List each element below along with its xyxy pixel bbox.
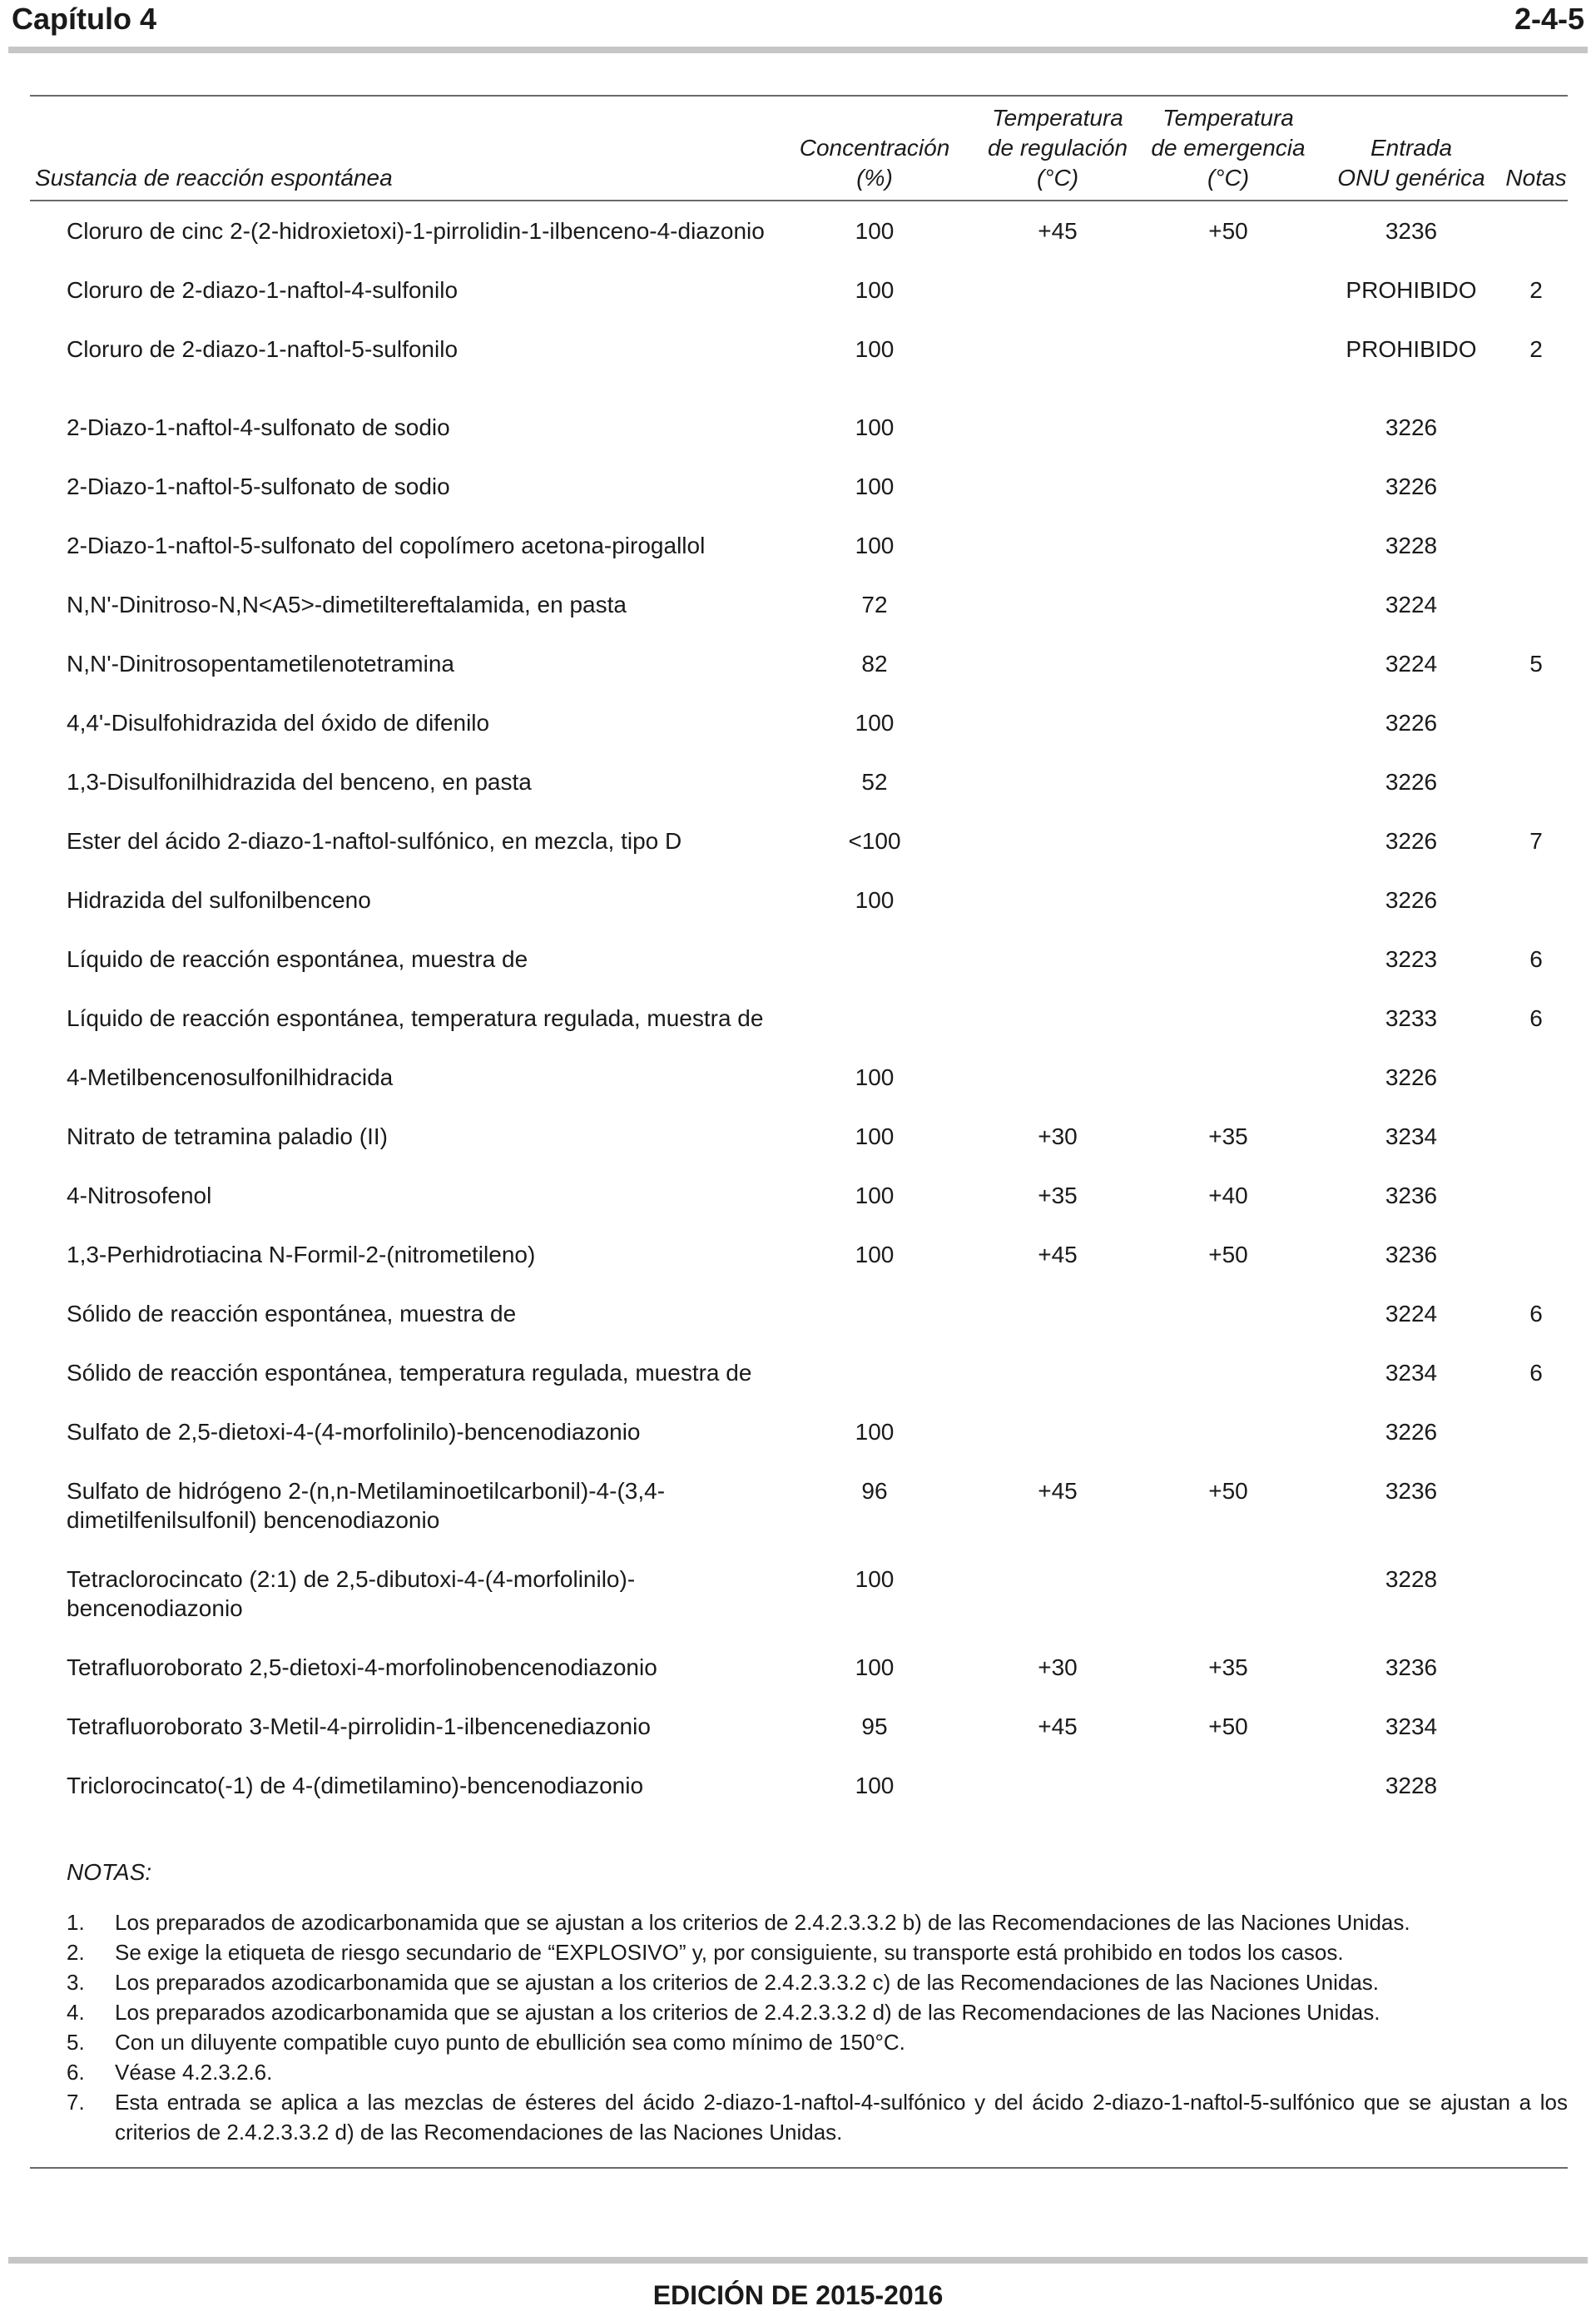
table-row: [30, 1240, 1568, 1269]
note-number: 7.: [67, 2090, 85, 2115]
cell-notes: 6: [1529, 1301, 1543, 1327]
table-row: [30, 826, 1568, 855]
cell-concentration: 100: [855, 414, 895, 440]
note-number: 5.: [67, 2030, 85, 2055]
cell-substance: 4-Metilbencenosulfonilhidracida: [67, 1064, 394, 1090]
edition-footer: EDICIÓN DE 2015-2016: [652, 2280, 944, 2310]
table-row: [30, 1771, 1568, 1800]
cell-reg-temp: +45: [1038, 1242, 1078, 1267]
cell-substance: 1,3-Perhidrotiacina N-Formil-2-(nitrometileno): [67, 1242, 536, 1267]
note-number: 4.: [67, 2000, 85, 2025]
col-reg-temp-line-1: Temperatura: [992, 105, 1123, 131]
cell-substance: 2-Diazo-1-naftol-4-sulfonato de sodio: [67, 414, 450, 440]
page-header: [0, 0, 1596, 50]
table-row: [30, 1122, 1568, 1151]
cell-emg-temp: +50: [1208, 1478, 1248, 1504]
cell-substance: Sulfato de 2,5-dietoxi-4-(4-morfolinilo)-bencenodiazonio: [67, 1419, 641, 1445]
substances-table: [30, 93, 1568, 1800]
table-row: [30, 590, 1568, 619]
table-row: [30, 1712, 1568, 1741]
col-un-entry-line-2: ONU genérica: [1337, 165, 1485, 191]
col-un-entry-line-1: Entrada: [1370, 135, 1453, 161]
cell-substance: Líquido de reacción espontánea, muestra de: [67, 946, 528, 972]
table-row: [30, 1476, 1568, 1535]
cell-concentration: 100: [855, 1064, 895, 1090]
col-concentration-line-1: Concentración: [799, 135, 950, 161]
cell-un-entry: 3228: [1385, 1773, 1438, 1798]
table-body: [30, 216, 1568, 1800]
cell-emg-temp: +50: [1208, 1242, 1248, 1267]
table-row: [30, 1181, 1568, 1210]
notes-section: [30, 1859, 1568, 2147]
cell-concentration: 100: [855, 887, 895, 913]
note-number: 6.: [67, 2060, 85, 2085]
cell-emg-temp: +50: [1208, 1713, 1248, 1739]
cell-notes: 6: [1529, 946, 1543, 972]
table-row: [30, 767, 1568, 796]
cell-emg-temp: +50: [1208, 218, 1248, 244]
cell-substance: Líquido de reacción espontánea, temperatura regulada, muestra de: [67, 1005, 764, 1031]
cell-un-entry: 3224: [1385, 592, 1438, 617]
cell-un-entry: 3233: [1385, 1005, 1438, 1031]
cell-substance: Sólido de reacción espontánea, temperatura regulada, muestra de: [67, 1360, 752, 1386]
table-header: [30, 93, 1568, 200]
cell-concentration: 82: [861, 651, 888, 677]
cell-concentration: 100: [855, 710, 895, 736]
cell-un-entry: 3224: [1385, 1301, 1438, 1327]
table-row: [30, 885, 1568, 915]
col-emg-temp: [1145, 103, 1311, 193]
cell-concentration: 100: [855, 1773, 895, 1798]
cell-reg-temp: +45: [1038, 1478, 1078, 1504]
cell-notes: 6: [1529, 1005, 1543, 1031]
cell-un-entry: PROHIBIDO: [1346, 336, 1477, 362]
table-row: [30, 531, 1568, 560]
cell-un-entry: 3236: [1385, 1478, 1438, 1504]
table-row: [30, 216, 1568, 245]
cell-concentration: 100: [855, 218, 895, 244]
cell-concentration: 100: [855, 336, 895, 362]
cell-emg-temp: +35: [1208, 1654, 1248, 1680]
cell-concentration: 100: [855, 1242, 895, 1267]
note-item: [30, 2087, 1568, 2147]
cell-reg-temp: +45: [1038, 1713, 1078, 1739]
cell-concentration: 100: [855, 1566, 895, 1592]
cell-substance: 4,4'-Disulfohidrazida del óxido de difenilo: [67, 710, 490, 736]
cell-substance: N,N'-Dinitrosopentametilenotetramina: [67, 651, 454, 677]
cell-concentration: 100: [855, 1654, 895, 1680]
col-emg-temp-line-3: (°C): [1207, 165, 1250, 191]
note-text: Con un diluyente compatible cuyo punto de ebullición sea como mínimo de 150°C.: [115, 2030, 905, 2055]
cell-un-entry: 3234: [1385, 1123, 1438, 1149]
cell-concentration: 100: [855, 1183, 895, 1208]
notes-title: NOTAS:: [67, 1859, 152, 1885]
note-text: Véase 4.2.3.2.6.: [115, 2060, 273, 2085]
cell-substance: Tetrafluoroborato 3-Metil-4-pirrolidin-1-ilbencenediazonio: [67, 1713, 651, 1739]
col-concentration: [779, 133, 970, 193]
col-reg-temp-line-3: (°C): [1036, 165, 1079, 191]
col-emg-temp-line-1: Temperatura: [1162, 105, 1294, 131]
cell-concentration: 100: [855, 474, 895, 499]
col-emg-temp-line-2: de emergencia: [1151, 135, 1306, 161]
cell-substance: Ester del ácido 2-diazo-1-naftol-sulfónico, en mezcla, tipo D: [67, 828, 682, 854]
note-number: 3.: [67, 1970, 85, 1995]
cell-un-entry: 3226: [1385, 1419, 1438, 1445]
cell-concentration: 100: [855, 1123, 895, 1149]
note-number: 1.: [67, 1910, 85, 1935]
col-reg-temp: [970, 103, 1145, 193]
notes-list: [30, 1907, 1568, 2147]
cell-un-entry: PROHIBIDO: [1346, 277, 1477, 303]
cell-reg-temp: +30: [1038, 1123, 1078, 1149]
note-text: Los preparados de azodicarbonamida que se ajustan a los criterios de 2.4.2.3.3.2 b) de las Recomendaciones de las Naciones Unidas.: [115, 1910, 1410, 1935]
cell-concentration: 95: [861, 1713, 888, 1739]
table-row: [30, 1063, 1568, 1092]
note-text: Los preparados azodicarbonamida que se ajustan a los criterios de 2.4.2.3.3.2 d) de las Recomendaciones de las Naciones Unidas.: [115, 2000, 1380, 2025]
header-bottom-rule: [30, 200, 1568, 201]
cell-concentration: 100: [855, 1419, 895, 1445]
cell-substance: Nitrato de tetramina paladio (II): [67, 1123, 388, 1149]
cell-reg-temp: +45: [1038, 218, 1078, 244]
note-item: [30, 1997, 1568, 2027]
cell-notes: 2: [1529, 277, 1543, 303]
cell-substance: Tetraclorocincato (2:1) de 2,5-dibutoxi-4-(4-morfolinilo)-bencenodiazonio: [67, 1566, 636, 1621]
table-row: [30, 472, 1568, 501]
note-item: [30, 2057, 1568, 2087]
note-item: [30, 1907, 1568, 1937]
note-item: [30, 1967, 1568, 1997]
cell-substance: N,N'-Dinitroso-N,N<A5>-dimetiltereftalamida, en pasta: [67, 592, 627, 617]
cell-un-entry: 3226: [1385, 1064, 1438, 1090]
cell-substance: 2-Diazo-1-naftol-5-sulfonato del copolímero acetona-pirogallol: [67, 533, 706, 558]
cell-un-entry: 3234: [1385, 1360, 1438, 1386]
cell-un-entry: 3226: [1385, 474, 1438, 499]
cell-substance: Sólido de reacción espontánea, muestra de: [67, 1301, 517, 1327]
cell-concentration: 96: [861, 1478, 888, 1504]
cell-un-entry: 3234: [1385, 1713, 1438, 1739]
footer-rule: [8, 2257, 1588, 2264]
table-row: [30, 649, 1568, 678]
page-number: 2-4-5: [1514, 2, 1584, 36]
table-row: [30, 335, 1568, 364]
table-row: [30, 1417, 1568, 1446]
cell-concentration: 100: [855, 533, 895, 558]
table-row: [30, 1358, 1568, 1387]
cell-substance: Sulfato de hidrógeno 2-(n,n-Metilaminoetilcarbonil)-4-(3,4-dimetilfenilsulfonil) bencenodiazonio: [67, 1478, 666, 1533]
cell-notes: 7: [1529, 828, 1543, 854]
table-row: [30, 1004, 1568, 1033]
cell-un-entry: 3226: [1385, 887, 1438, 913]
col-reg-temp-line-2: de regulación: [987, 135, 1128, 161]
cell-un-entry: 3224: [1385, 651, 1438, 677]
cell-un-entry: 3228: [1385, 1566, 1438, 1592]
cell-substance: 2-Diazo-1-naftol-5-sulfonato de sodio: [67, 474, 450, 499]
note-item: [30, 1937, 1568, 1967]
table-row: [30, 1299, 1568, 1328]
cell-substance: Tetrafluoroborato 2,5-dietoxi-4-morfolinobencenodiazonio: [67, 1654, 657, 1680]
table-row: [30, 1653, 1568, 1682]
cell-un-entry: 3236: [1385, 1183, 1438, 1208]
cell-concentration: <100: [848, 828, 901, 854]
cell-concentration: 72: [861, 592, 888, 617]
cell-concentration: 52: [861, 769, 888, 795]
col-notes: Notas: [1505, 165, 1567, 191]
cell-un-entry: 3226: [1385, 414, 1438, 440]
table-bottom-rule: [30, 2167, 1568, 2169]
cell-substance: Triclorocincato(-1) de 4-(dimetilamino)-bencenodiazonio: [67, 1773, 644, 1798]
col-un-entry: [1311, 133, 1511, 193]
cell-emg-temp: +40: [1208, 1183, 1248, 1208]
cell-substance: Cloruro de cinc 2-(2-hidroxietoxi)-1-pirrolidin-1-ilbenceno-4-diazonio: [67, 218, 765, 244]
cell-reg-temp: +30: [1038, 1654, 1078, 1680]
cell-substance: 4-Nitrosofenol: [67, 1183, 212, 1208]
table-row: [30, 1565, 1568, 1623]
cell-un-entry: 3226: [1385, 769, 1438, 795]
col-concentration-line-2: (%): [856, 165, 893, 191]
cell-notes: 6: [1529, 1360, 1543, 1386]
cell-emg-temp: +35: [1208, 1123, 1248, 1149]
cell-notes: 5: [1529, 651, 1543, 677]
cell-substance: Cloruro de 2-diazo-1-naftol-4-sulfonilo: [67, 277, 458, 303]
note-number: 2.: [67, 1940, 85, 1965]
cell-substance: 1,3-Disulfonilhidrazida del benceno, en pasta: [67, 769, 532, 795]
cell-substance: Cloruro de 2-diazo-1-naftol-5-sulfonilo: [67, 336, 458, 362]
note-text: Se exige la etiqueta de riesgo secundario de “EXPLOSIVO” y, por consiguiente, su transporte está prohibido en todos los casos.: [115, 1940, 1344, 1965]
chapter-title: Capítulo 4: [12, 2, 157, 36]
cell-un-entry: 3226: [1385, 828, 1438, 854]
header-rule: [8, 47, 1588, 53]
note-text: Los preparados azodicarbonamida que se ajustan a los criterios de 2.4.2.3.3.2 c) de las Recomendaciones de las Naciones Unidas.: [115, 1970, 1380, 1995]
col-substance: Sustancia de reacción espontánea: [35, 165, 393, 191]
cell-un-entry: 3236: [1385, 1242, 1438, 1267]
cell-un-entry: 3236: [1385, 218, 1438, 244]
note-text: Esta entrada se aplica a las mezclas de ésteres del ácido 2-diazo-1-naftol-4-sulfónico y del ácido 2-diazo-1-naftol-5-sulfónico que se ajustan a los criterios de 2.4.2.3.3.2 d) de las Recomendaciones de las Naciones Unidas.: [115, 2090, 1568, 2145]
cell-un-entry: 3236: [1385, 1654, 1438, 1680]
cell-un-entry: 3228: [1385, 533, 1438, 558]
cell-un-entry: 3223: [1385, 946, 1438, 972]
cell-notes: 2: [1529, 336, 1543, 362]
note-item: [30, 2027, 1568, 2057]
table-row: [30, 275, 1568, 305]
table-row: [30, 945, 1568, 974]
table-row: [30, 708, 1568, 737]
cell-reg-temp: +35: [1038, 1183, 1078, 1208]
cell-concentration: 100: [855, 277, 895, 303]
cell-substance: Hidrazida del sulfonilbenceno: [67, 887, 371, 913]
cell-un-entry: 3226: [1385, 710, 1438, 736]
table-row: [30, 413, 1568, 442]
